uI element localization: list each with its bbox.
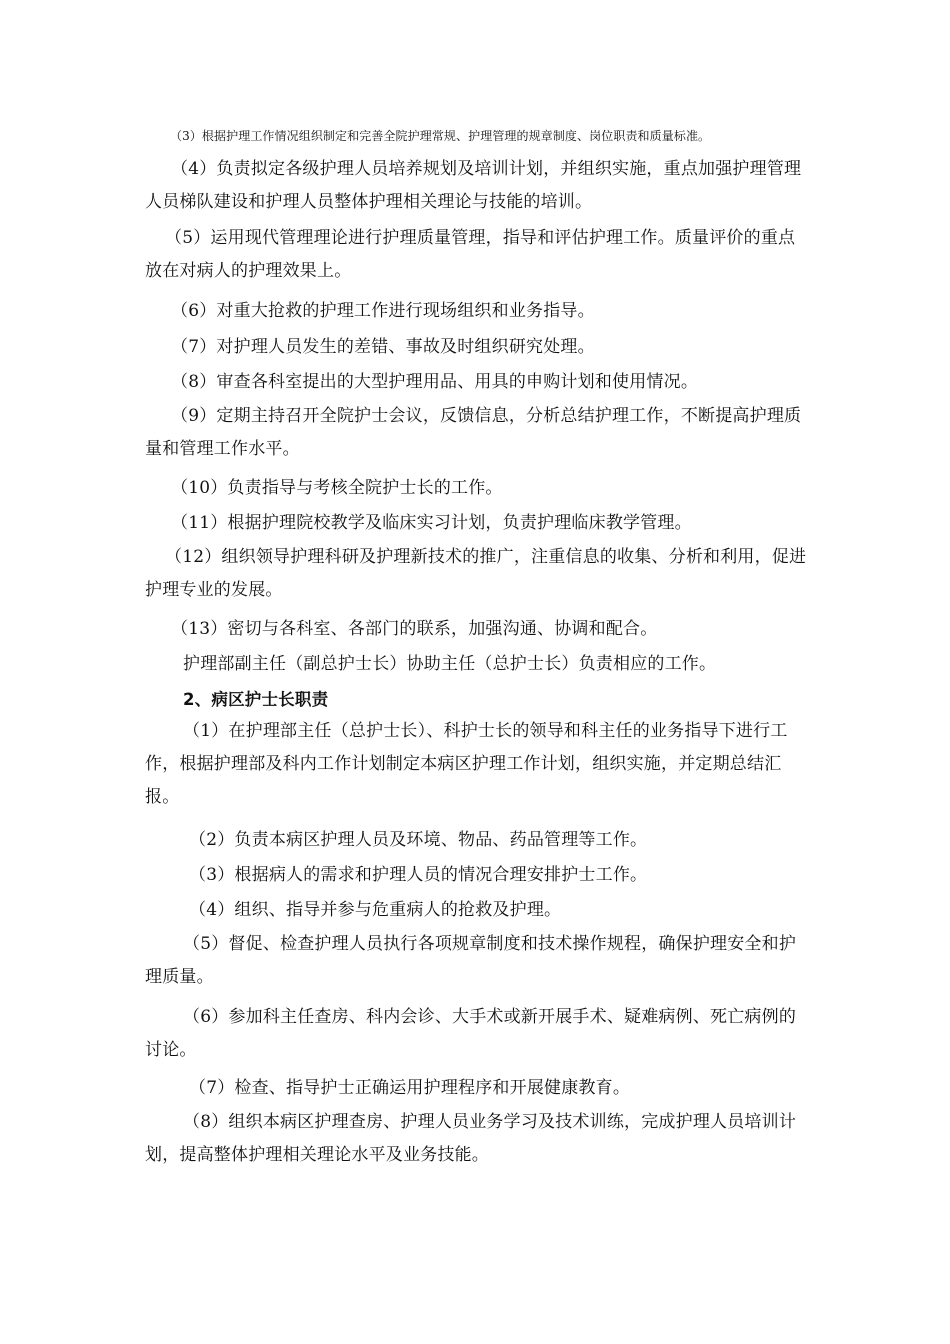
paragraph-item-5: （5）运用现代管理理论进行护理质量管理，指导和评估护理工作。质量评价的重点放在对病人的护理效果上。 xyxy=(145,228,796,281)
ward-duty-8: （8）组织本病区护理查房、护理人员业务学习及技术训练，完成护理人员培训计划，提高整体护理相关理论水平及业务技能。 xyxy=(145,1112,797,1165)
ward-duty-4: （4）组织、指导并参与危重病人的抢救及护理。 xyxy=(189,900,562,920)
paragraph-item-13: （13）密切与各科室、各部门的联系，加强沟通、协调和配合。 xyxy=(171,619,658,639)
ward-duty-2: （2）负责本病区护理人员及环境、物品、药品管理等工作。 xyxy=(189,830,648,850)
paragraph-item-9: （9）定期主持召开全院护士会议，反馈信息，分析总结护理工作，不断提高护理质量和管理工作水平。 xyxy=(145,406,802,459)
ward-duty-5: （5）督促、检查护理人员执行各项规章制度和技术操作规程，确保护理安全和护理质量。 xyxy=(145,934,797,987)
paragraph-item-6: （6）对重大抢救的护理工作进行现场组织和业务指导。 xyxy=(171,301,595,321)
deputy-director-note: 护理部副主任（副总护士长）协助主任（总护士长）负责相应的工作。 xyxy=(183,654,717,674)
paragraph-item-12: （12）组织领导护理科研及护理新技术的推广，注重信息的收集、分析和利用，促进护理专业的发展。 xyxy=(145,547,807,600)
ward-duty-6: （6）参加科主任查房、科内会诊、大手术或新开展手术、疑难病例、死亡病例的讨论。 xyxy=(145,1007,797,1060)
paragraph-item-8: （8）审查各科室提出的大型护理用品、用具的申购计划和使用情况。 xyxy=(171,372,699,392)
paragraph-item-7: （7）对护理人员发生的差错、事故及时组织研究处理。 xyxy=(171,337,595,357)
paragraph-item-3: （3）根据护理工作情况组织制定和完善全院护理常规、护理管理的规章制度、岗位职责和质量标准。 xyxy=(170,129,711,143)
paragraph-item-10: （10）负责指导与考核全院护士长的工作。 xyxy=(171,478,503,498)
ward-duty-7: （7）检查、指导护士正确运用护理程序和开展健康教育。 xyxy=(189,1078,631,1098)
ward-duty-1: （1）在护理部主任（总护士长）、科护士长的领导和科主任的业务指导下进行工作，根据护理部及科内工作计划制定本病区护理工作计划，组织实施，并定期总结汇报。 xyxy=(145,721,788,807)
section-heading: 2、病区护士长职责 xyxy=(183,690,329,709)
paragraph-item-11: （11）根据护理院校教学及临床实习计划，负责护理临床教学管理。 xyxy=(171,513,692,533)
ward-duty-3: （3）根据病人的需求和护理人员的情况合理安排护士工作。 xyxy=(189,865,648,885)
paragraph-item-4: （4）负责拟定各级护理人员培养规划及培训计划，并组织实施，重点加强护理管理人员梯队建设和护理人员整体护理相关理论与技能的培训。 xyxy=(145,159,802,212)
